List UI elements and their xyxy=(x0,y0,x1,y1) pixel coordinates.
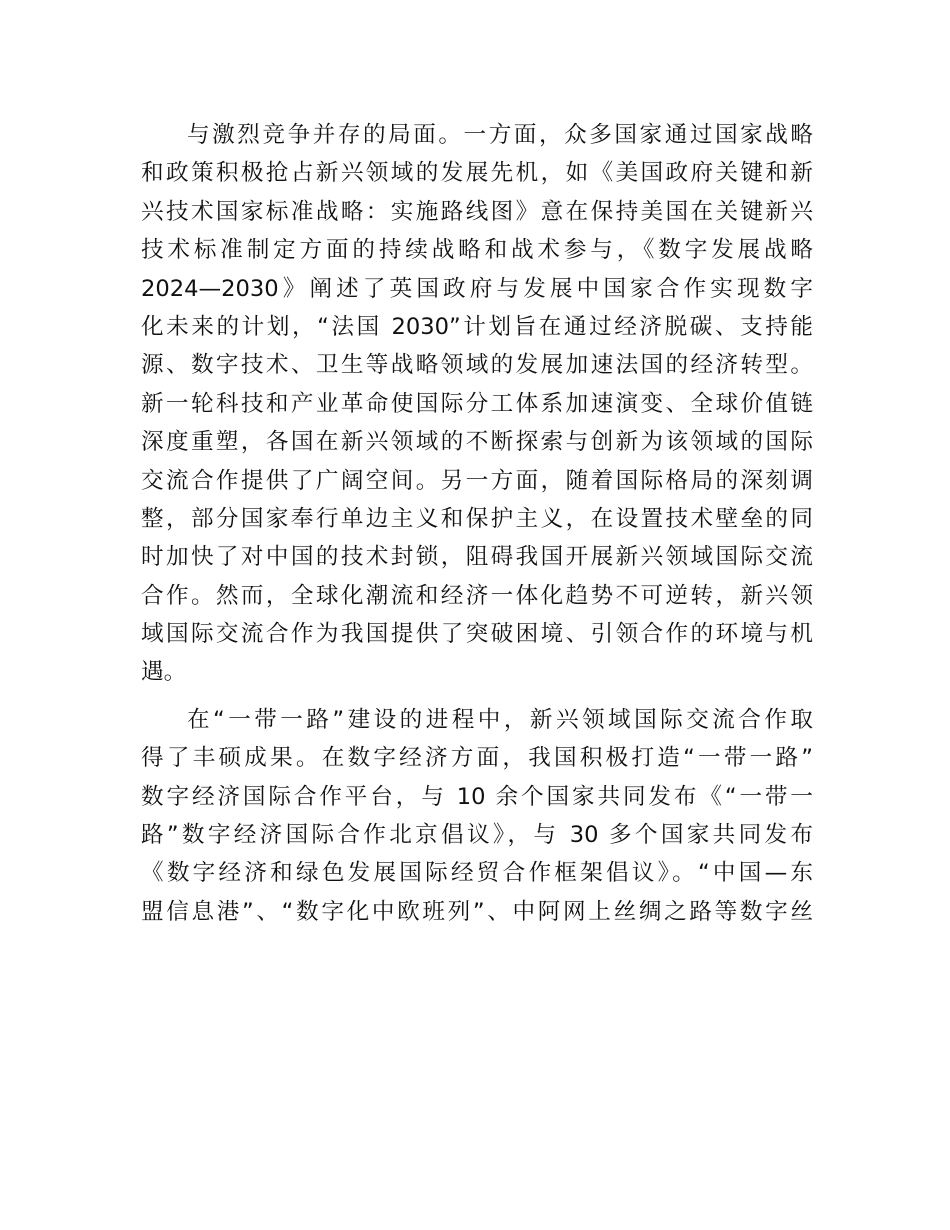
text-line: 得了丰硕成果。在数字经济方面，我国积极打造“一带一路” xyxy=(141,745,813,772)
text-line: 域国际交流合作为我国提供了突破困境、引领合作的环境与机 xyxy=(141,621,813,648)
text-line: 《数字经济和绿色发展国际经贸合作框架倡议》。“中国—东 xyxy=(141,860,813,887)
text-line: 整，部分国家奉行单边主义和保护主义，在设置技术壁垒的同 xyxy=(141,505,813,532)
text-line: 技术标准制定方面的持续战略和战术参与，《数字发展战略 xyxy=(141,237,813,264)
body-text xyxy=(141,116,813,931)
paragraph-1 xyxy=(141,116,813,692)
text-line: 路”数字经济国际合作北京倡议》，与 30 多个国家共同发布 xyxy=(141,822,813,849)
text-line: 源、数字技术、卫生等战略领域的发展加速法国的经济转型。 xyxy=(141,352,813,379)
paragraph-2 xyxy=(141,701,813,931)
text-line: 盟信息港”、“数字化中欧班列”、中阿网上丝绸之路等数字丝 xyxy=(141,898,813,925)
text-line: 与激烈竞争并存的局面。一方面，众多国家通过国家战略 xyxy=(187,122,813,148)
text-line: 化未来的计划，“法国 2030”计划旨在通过经济脱碳、支持能 xyxy=(141,313,813,340)
paragraph-spacer xyxy=(141,692,813,701)
text-line: 新一轮科技和产业革命使国际分工体系加速演变、全球价值链 xyxy=(141,390,813,417)
text-line: 2024—2030》阐述了英国政府与发展中国家合作实现数字 xyxy=(141,275,813,302)
text-line: 和政策积极抢占新兴领域的发展先机，如《美国政府关键和新 xyxy=(141,160,813,187)
text-line: 在“一带一路”建设的进程中，新兴领域国际交流合作取 xyxy=(187,706,813,733)
text-line: 数字经济国际合作平台，与 10 余个国家共同发布《“一带一 xyxy=(141,783,813,810)
text-line: 时加快了对中国的技术封锁，阻碍我国开展新兴领域国际交流 xyxy=(141,544,813,571)
text-line: 兴技术国家标准战略：实施路线图》意在保持美国在关键新兴 xyxy=(141,198,813,225)
text-line: 交流合作提供了广阔空间。另一方面，随着国际格局的深刻调 xyxy=(141,467,813,494)
text-line: 深度重塑，各国在新兴领域的不断探索与创新为该领域的国际 xyxy=(141,429,813,456)
text-line: 合作。然而，全球化潮流和经济一体化趋势不可逆转，新兴领 xyxy=(141,582,813,609)
text-line: 遇。 xyxy=(141,659,187,686)
